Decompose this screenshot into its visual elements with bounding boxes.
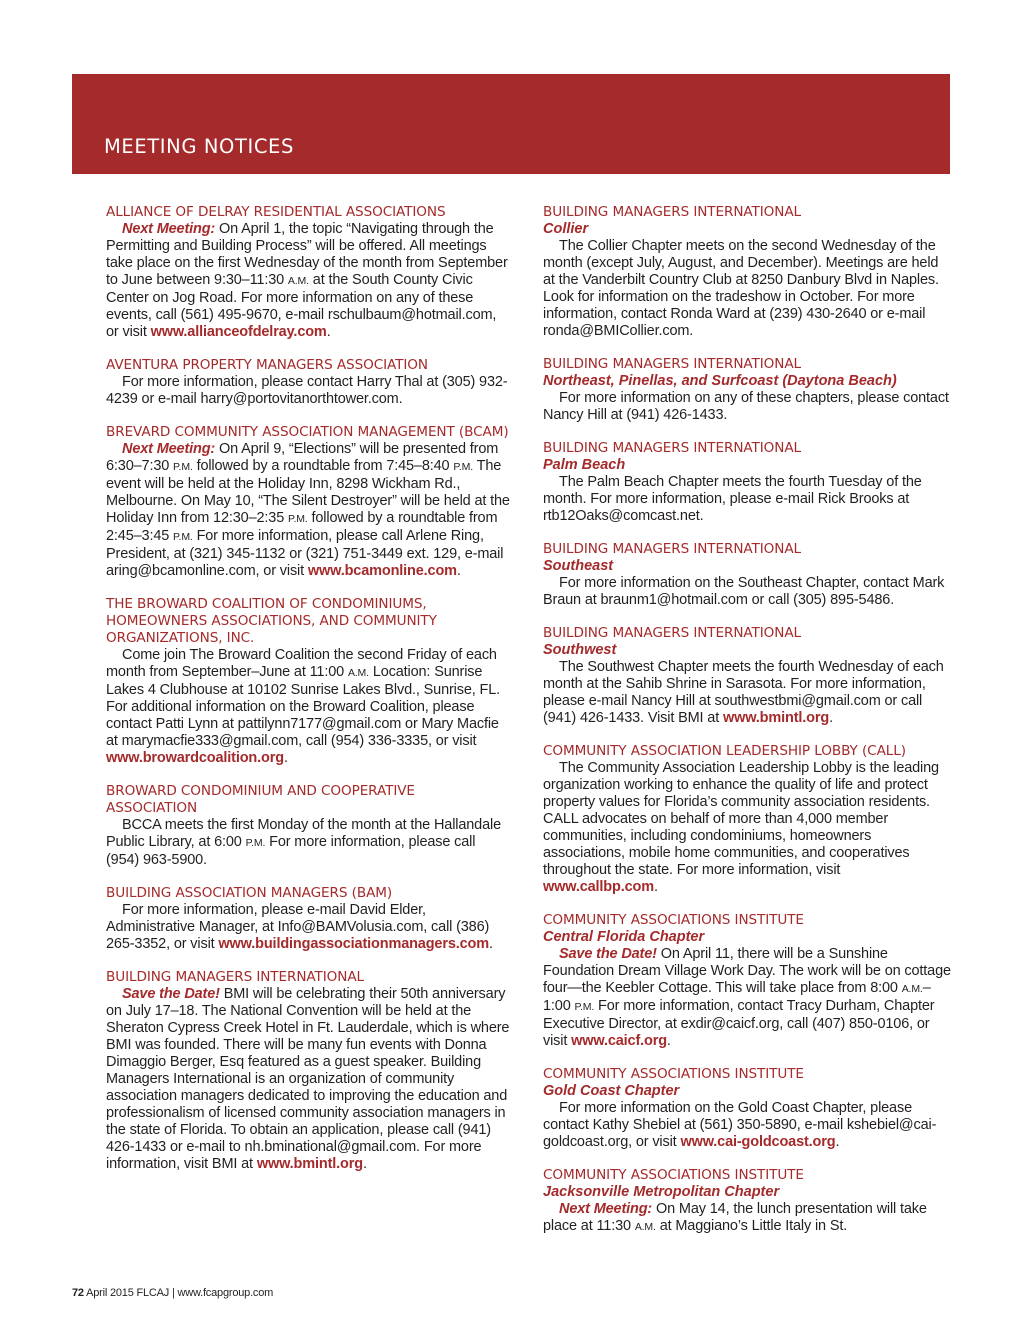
website-link[interactable]: www.buildingassociationmanagers.com <box>218 936 489 952</box>
notice-body: For more information, please contact Harry Thal at (305) 932-4239 or e-mail harry@portovitanorthtower.com. <box>106 374 508 407</box>
website-link[interactable]: www.bmintl.org <box>722 710 830 726</box>
notice-cai-jacksonville <box>543 1167 953 1236</box>
notice-lead: Save the Date! <box>559 946 657 962</box>
text: For more information, please e-mail David Elder, Administrative Manager, at Info@BAMVolusia.com, call (386) 265-3352, or visit <box>106 902 490 952</box>
time-suffix: A.M. <box>901 983 923 995</box>
text: For more information on the Gold Coast Chapter, please contact Kathy Shebiel at (561) 350-5890, e-mail kshebiel@cai-goldcoast.org, or visit <box>543 1100 937 1150</box>
chapter-name: Northeast, Pinellas, and Surfcoast (Daytona Beach) <box>543 373 897 389</box>
notice-delray <box>106 204 510 341</box>
text: For more information, contact Tracy Durham, Chapter Executive Director, at exdir@caicf.org, call (407) 850-0106, or visit <box>543 998 935 1049</box>
time-suffix: A.M. <box>634 1221 656 1233</box>
notice-bam <box>106 885 510 953</box>
notice-heading: BREVARD COMMUNITY ASSOCIATION MANAGEMENT (BCAM) <box>106 424 509 440</box>
notice-heading: BUILDING MANAGERS INTERNATIONAL <box>106 969 365 985</box>
notice-heading: ALLIANCE OF DELRAY RESIDENTIAL ASSOCIATIONS <box>106 204 446 220</box>
page-number: 72 <box>72 1287 84 1299</box>
text: Come join The Broward Coalition the second Friday of each month from September–June at 11:00 <box>106 647 497 680</box>
time-suffix: P.M. <box>173 531 193 543</box>
notice-body <box>106 647 510 767</box>
text: followed by a roundtable from 7:45–8:40 <box>192 458 454 474</box>
chapter-name: Southeast <box>543 558 614 574</box>
time-suffix: P.M. <box>173 461 193 473</box>
notice-body <box>106 986 510 1173</box>
notice-body <box>543 1100 953 1151</box>
text: . <box>362 1156 367 1172</box>
text: For more information, please call Arlene Ring, President, at (321) 345-1132 or (321) 751-3449 ext. 129, e-mail aring@bcamonline.com, or visit <box>106 528 504 579</box>
notice-lead: Next Meeting: <box>559 1201 653 1217</box>
notice-body <box>106 902 510 953</box>
time-suffix: P.M. <box>453 461 473 473</box>
notice-heading: COMMUNITY ASSOCIATIONS INSTITUTE <box>543 1066 804 1082</box>
website-link[interactable]: www.caicf.org <box>571 1033 667 1049</box>
notice-body <box>106 817 510 869</box>
notice-heading: COMMUNITY ASSOCIATIONS INSTITUTE <box>543 1167 804 1183</box>
notice-bmi-palm-beach <box>543 440 953 525</box>
chapter-name: Central Florida Chapter <box>543 929 705 945</box>
text: BMI will be celebrating their 50th anniversary on July 17–18. The National Convention will be held at the Sheraton Cypress Creek Hotel in Ft. Lauderdale, which is where BMI was founded. There will be many fun events with Donna Dimaggio Berger, Esq featured as a guest speaker. Building Managers International is an organization of community association managers dedicated to improving the education and professionalism of licensed community association managers in the state of Florida. To obtain an application, please call (941) 426-1433 or e-mail to nh.bminational@gmail.com. For more information, visit BMI at <box>106 986 510 1172</box>
text: . <box>835 1134 840 1150</box>
notice-heading: BUILDING MANAGERS INTERNATIONAL <box>543 356 802 372</box>
notice-body: For more information on the Southeast Chapter, contact Mark Braun at braunm1@hotmail.com or call (305) 895-5486. <box>543 575 945 608</box>
text: at Maggiano’s Little Italy in St. <box>655 1218 848 1234</box>
notice-body: The Collier Chapter meets on the second Wednesday of the month (except July, August, and December). Meetings are held at the Vanderbilt Country Club at 8250 Danbury Blvd in Naples. Look for information on the tradeshow in October. For more information, contact Ronda Ward at (239) 430-2640 or e-mail ronda@BMICollier.com. <box>543 238 939 339</box>
notice-bmi-northeast <box>543 356 953 424</box>
text: On April 1, the topic “Navigating through the Permitting and Building Process” will be offered. All meetings take place on the first Wednesday of the month from September to June between 9:30–11:30 <box>106 221 508 288</box>
chapter-name: Jacksonville Metropolitan Chapter <box>543 1184 780 1200</box>
notice-bmi-southwest <box>543 625 953 727</box>
notice-cai-gold-coast <box>543 1066 953 1151</box>
notice-heading: BUILDING ASSOCIATION MANAGERS (BAM) <box>106 885 393 901</box>
website-link[interactable]: www.browardcoalition.org <box>106 750 284 766</box>
text: The event will be held at the Holiday Inn, 8298 Wickham Rd., Melbourne. On May 10, “The Silent Destroyer” will be held at the Holiday Inn from 12:30–2:35 <box>106 458 510 526</box>
text: at the South County Civic Center on Jog Road. For more information on any of these events, call (561) 495-9670, e-mail rschulbaum@hotmail.com, or visit <box>106 272 497 340</box>
text: On April 11, there will be a Sunshine Foundation Dream Village Work Day. The work will be on cottage four—the Keebler Cottage. This will take place from 8:00 <box>543 946 951 996</box>
notice-heading: COMMUNITY ASSOCIATION LEADERSHIP LOBBY (CALL) <box>543 743 906 759</box>
notice-broward-coalition <box>106 596 510 767</box>
notice-aventura <box>106 357 510 408</box>
notice-body <box>106 441 510 580</box>
text: followed by a roundtable from 2:45–3:45 <box>106 510 498 544</box>
notice-body <box>106 221 510 341</box>
notice-heading: THE BROWARD COALITION OF CONDOMINIUMS, HOMEOWNERS ASSOCIATIONS, AND COMMUNITY ORGANIZATIONS, INC. <box>106 596 437 646</box>
text: . <box>326 324 331 340</box>
notice-body <box>543 659 953 727</box>
notice-body: For more information on any of these chapters, please contact Nancy Hill at (941) 426-1433. <box>543 390 949 423</box>
notice-heading: BUILDING MANAGERS INTERNATIONAL <box>543 625 802 641</box>
notice-heading: AVENTURA PROPERTY MANAGERS ASSOCIATION <box>106 357 428 373</box>
chapter-name: Gold Coast Chapter <box>543 1083 680 1099</box>
section-title: MEETING NOTICES <box>104 135 294 158</box>
chapter-name: Southwest <box>543 642 617 658</box>
left-column <box>106 204 510 1173</box>
footer-text: April 2015 FLCAJ | www.fcapgroup.com <box>83 1287 274 1299</box>
text: . <box>489 936 493 952</box>
notice-bcam <box>106 424 510 580</box>
website-link[interactable]: www.cai-goldcoast.org <box>680 1134 836 1150</box>
text: BCCA meets the first Monday of the month at the Hallandale Public Library, at 6:00 <box>106 817 501 850</box>
notice-heading: BUILDING MANAGERS INTERNATIONAL <box>543 204 802 220</box>
text: –1:00 <box>543 980 931 1014</box>
text: . <box>666 1033 671 1049</box>
website-link[interactable]: www.bmintl.org <box>256 1156 363 1172</box>
page-footer <box>72 1287 273 1299</box>
notice-body <box>543 760 953 896</box>
notice-body <box>543 946 953 1050</box>
text: For more information, please call (954) 963-5900. <box>106 834 476 868</box>
notice-cai-central-florida <box>543 912 953 1050</box>
text: On May 14, the lunch presentation will take place at 11:30 <box>543 1201 927 1234</box>
time-suffix: A.M. <box>347 667 369 679</box>
notice-bmi-southeast <box>543 541 953 609</box>
notice-heading: BUILDING MANAGERS INTERNATIONAL <box>543 440 802 456</box>
text: Location: Sunrise Lakes 4 Clubhouse at 10102 Sunrise Lakes Blvd., Sunrise, FL. For additional information on the Broward Coalition, please contact Patti Lynn at pattilynn7177@gmail.com or Mary Macfie at marymacfie333@gmail.com, call (954) 336-3335, or visit <box>106 664 501 749</box>
text: . <box>456 563 461 579</box>
notice-lead: Next Meeting: <box>122 441 216 457</box>
chapter-name: Collier <box>543 221 589 237</box>
website-link[interactable]: www.callbp.com <box>543 879 654 895</box>
text: . <box>283 750 288 766</box>
text: The Southwest Chapter meets the fourth Wednesday of each month at the Sahib Shrine in Sarasota. For more information, please e-mail Nancy Hill at southwestbmi@gmail.com or call (941) 426-1433. Visit BMI at <box>543 659 944 726</box>
website-link[interactable]: www.bcamonline.com <box>307 563 457 579</box>
chapter-name: Palm Beach <box>543 457 626 473</box>
time-suffix: P.M. <box>245 837 266 849</box>
notice-heading: BROWARD CONDOMINIUM AND COOPERATIVE ASSOCIATION <box>106 783 415 816</box>
notice-heading: BUILDING MANAGERS INTERNATIONAL <box>543 541 802 557</box>
time-suffix: A.M. <box>287 275 309 287</box>
text: On April 9, “Elections” will be presented from 6:30–7:30 <box>106 441 499 474</box>
notice-bcca <box>106 783 510 869</box>
text: . <box>653 879 658 895</box>
text: The Community Association Leadership Lobby is the leading organization working to enhance the quality of life and protect property values for Florida’s community association residents. CALL advocates on behalf of more than 4,000 member communities, including condominiums, homeowners associations, mobile home communities, and cooperatives throughout the state. For more information, visit <box>543 760 939 878</box>
notice-lead: Next Meeting: <box>122 221 216 237</box>
time-suffix: P.M. <box>288 513 308 525</box>
section-banner <box>72 74 950 174</box>
notice-body <box>543 1201 953 1236</box>
right-column <box>543 204 953 1236</box>
notice-call <box>543 743 953 896</box>
time-suffix: P.M. <box>574 1001 595 1013</box>
notice-bmi-collier <box>543 204 953 340</box>
website-link[interactable]: www.allianceofdelray.com <box>150 324 327 340</box>
notice-heading: COMMUNITY ASSOCIATIONS INSTITUTE <box>543 912 804 928</box>
notice-bmi <box>106 969 510 1173</box>
notice-lead: Save the Date! <box>122 986 220 1002</box>
text: . <box>829 710 833 726</box>
notice-body: The Palm Beach Chapter meets the fourth Tuesday of the month. For more information, please e-mail Rick Brooks at rtb12Oaks@comcast.net. <box>543 474 922 524</box>
